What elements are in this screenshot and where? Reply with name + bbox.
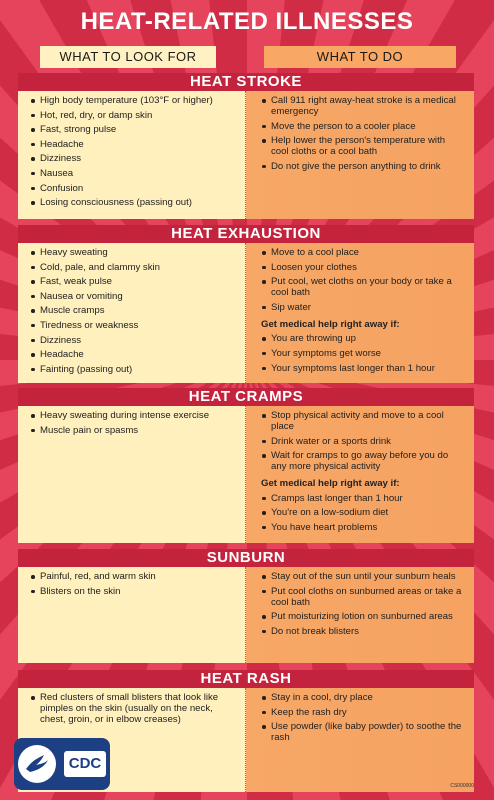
list-item: Drink water or a sports drink (261, 436, 463, 447)
list-item: Loosen your clothes (261, 262, 463, 273)
list-item: Put cool, wet cloths on your body or take a cool bath (261, 276, 463, 298)
list-item: Your symptoms last longer than 1 hour (261, 363, 463, 374)
list-item: Tiredness or weakness (30, 320, 235, 331)
list-item: Hot, red, dry, or damp skin (30, 110, 235, 121)
list-item: Stop physical activity and move to a cool place (261, 410, 463, 432)
section-title: HEAT STROKE (18, 73, 474, 91)
look-list (30, 410, 235, 439)
section-heat-exhaustion (18, 225, 474, 383)
list-item: Move the person to a cooler place (261, 121, 463, 132)
list-item: You are throwing up (261, 333, 463, 344)
do-list (261, 410, 463, 537)
list-item: Do not give the person anything to drink (261, 161, 463, 172)
do-list (261, 95, 463, 175)
list-item: Help lower the person's temperature with cool cloths or a cool bath (261, 135, 463, 157)
list-item: Headache (30, 139, 235, 150)
list-item: Do not break blisters (261, 626, 463, 637)
list-item: Headache (30, 349, 235, 360)
list-item: Fainting (passing out) (30, 364, 235, 375)
list-item: Heavy sweating (30, 247, 235, 258)
look-list (30, 95, 235, 212)
list-item: Red clusters of small blisters that look like pimples on the skin (usually on the neck, chest, groin, or in elbow creases) (30, 692, 235, 725)
list-item: Painful, red, and warm skin (30, 571, 235, 582)
section-title: HEAT EXHAUSTION (18, 225, 474, 243)
do-list (261, 692, 463, 747)
list-item: Put moisturizing lotion on sunburned areas (261, 611, 463, 622)
list-item: Call 911 right away-heat stroke is a medical emergency (261, 95, 463, 117)
look-list (30, 247, 235, 378)
list-item: You have heart problems (261, 522, 463, 533)
section-title: HEAT CRAMPS (18, 388, 474, 406)
list-item: Heavy sweating during intense exercise (30, 410, 235, 421)
page-title: HEAT-RELATED ILLNESSES (80, 8, 414, 35)
do-list (261, 571, 463, 640)
section-heat-stroke (18, 73, 474, 219)
list-item: Your symptoms get worse (261, 348, 463, 359)
list-item: Fast, weak pulse (30, 276, 235, 287)
section-title: HEAT RASH (18, 670, 474, 688)
list-item: You're on a low-sodium diet (261, 507, 463, 518)
section-sunburn (18, 549, 474, 663)
list-item: Put cool cloths on sunburned areas or take a cool bath (261, 586, 463, 608)
list-item: Nausea or vomiting (30, 291, 235, 302)
medical-help-heading: Get medical help right away if: (261, 478, 400, 490)
list-item: Dizziness (30, 335, 235, 346)
hhs-eagle-icon (18, 745, 56, 783)
list-item: Move to a cool place (261, 247, 463, 258)
list-item: Blisters on the skin (30, 586, 235, 597)
publication-code: CS000000 (450, 783, 474, 789)
list-item: Wait for cramps to go away before you do any more physical activity (261, 450, 463, 472)
look-list (30, 571, 235, 600)
medical-help-heading: Get medical help right away if: (261, 318, 400, 330)
list-item: Confusion (30, 183, 235, 194)
list-item: Dizziness (30, 153, 235, 164)
do-list (261, 247, 463, 377)
list-item: Muscle cramps (30, 305, 235, 316)
cdc-logo (14, 738, 110, 790)
list-item: Use powder (like baby powder) to soothe the rash (261, 721, 463, 743)
column-header-do: WHAT TO DO (264, 46, 456, 68)
list-item: Losing consciousness (passing out) (30, 197, 235, 208)
column-header-look: WHAT TO LOOK FOR (40, 46, 216, 68)
cdc-wordmark: CDC (64, 751, 106, 777)
list-item: Stay in a cool, dry place (261, 692, 463, 703)
list-item: Nausea (30, 168, 235, 179)
list-item: Sip water (261, 302, 463, 313)
section-title: SUNBURN (18, 549, 474, 567)
list-item: High body temperature (103°F or higher) (30, 95, 235, 106)
list-item: Fast, strong pulse (30, 124, 235, 135)
section-heat-cramps (18, 388, 474, 543)
list-item: Keep the rash dry (261, 707, 463, 718)
look-list (30, 692, 235, 729)
list-item: Cramps last longer than 1 hour (261, 493, 463, 504)
list-item: Muscle pain or spasms (30, 425, 235, 436)
list-item: Cold, pale, and clammy skin (30, 262, 235, 273)
list-item: Stay out of the sun until your sunburn heals (261, 571, 463, 582)
